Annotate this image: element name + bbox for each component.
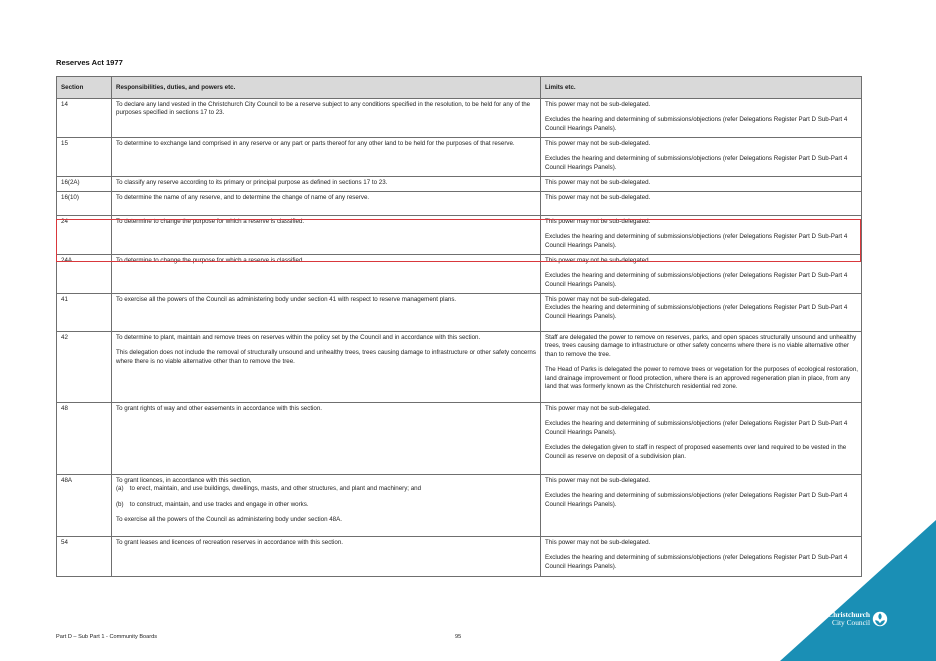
responsibility-text: To determine to plant, maintain and remove trees on reserves within the policy set by the Council and in accordance with this section. bbox=[116, 333, 481, 341]
delegations-table bbox=[56, 76, 862, 577]
document-title: Reserves Act 1977 bbox=[56, 58, 123, 67]
limits-cell bbox=[541, 99, 862, 138]
table-row bbox=[57, 403, 862, 475]
header-limits: Limits etc. bbox=[541, 77, 862, 99]
limit-text: Excludes the hearing and determining of submissions/objections (refer Delegations Register Part D Sub-Part 4 Council Hearings Panels). bbox=[545, 554, 848, 570]
responsibilities-cell bbox=[112, 537, 541, 577]
section-cell: 54 bbox=[57, 537, 112, 577]
responsibilities-cell bbox=[112, 138, 541, 177]
limit-text: Staff are delegated the power to remove on reserves, parks, and open spaces structurally unsound and unhealthy trees, trees causing damage to infrastructure or other safety concerns where there is no viable alternative other than to remove the tree. bbox=[545, 333, 857, 358]
limit-text: Excludes the hearing and determining of submissions/objections (refer Delegations Register Part D Sub-Part 4 Council Hearings Panels). bbox=[545, 304, 848, 320]
limit-text: This power may not be sub-delegated. bbox=[545, 193, 651, 201]
brand-name bbox=[808, 611, 870, 627]
header-responsibilities: Responsibilities, duties, and powers etc. bbox=[112, 77, 541, 99]
item-text: to erect, maintain, and use buildings, dwellings, masts, and other structures, and plant and machinery; and bbox=[129, 485, 422, 493]
table-row bbox=[57, 177, 862, 192]
responsibility-text: To grant rights of way and other easements in accordance with this section. bbox=[116, 404, 323, 412]
council-logo-icon bbox=[872, 611, 888, 629]
limits-cell bbox=[541, 403, 862, 475]
section-cell: 14 bbox=[57, 99, 112, 138]
responsibility-text: To grant leases and licences of recreation reserves in accordance with this section. bbox=[116, 538, 343, 546]
limit-text: This power may not be sub-delegated. bbox=[545, 139, 651, 147]
limit-text: This power may not be sub-delegated. bbox=[545, 404, 651, 412]
responsibilities-cell bbox=[112, 99, 541, 138]
limit-text: Excludes the hearing and determining of submissions/objections (refer Delegations Register Part D Sub-Part 4 Council Hearings Panels). bbox=[545, 272, 848, 288]
table-row bbox=[57, 255, 862, 294]
limit-text: This power may not be sub-delegated. bbox=[545, 178, 651, 186]
limit-text: This power may not be sub-delegated. bbox=[545, 217, 651, 225]
limits-cell bbox=[541, 192, 862, 216]
responsibilities-cell bbox=[112, 403, 541, 475]
responsibility-text: To declare any land vested in the Christchurch City Council to be a reserve subject to any conditions specified in the resolution, to be held for any of the purposes specified in sections 17 to 23. bbox=[116, 100, 531, 117]
responsibility-intro: To grant licences, in accordance with this section, bbox=[116, 476, 252, 484]
footer-section-label: Part D – Sub Part 1 - Community Boards bbox=[56, 634, 158, 640]
section-cell: 24 bbox=[57, 216, 112, 255]
limit-text: This power may not be sub-delegated. bbox=[545, 476, 651, 484]
limit-text: This power may not be sub-delegated. bbox=[545, 100, 651, 108]
table-row bbox=[57, 99, 862, 138]
item-label: (a) bbox=[116, 485, 124, 493]
section-cell: 24A bbox=[57, 255, 112, 294]
table-header-row bbox=[57, 77, 862, 99]
brand-line-1: Christchurch bbox=[827, 610, 870, 619]
section-cell: 16(10) bbox=[57, 192, 112, 216]
responsibility-text: To determine to change the purpose for which a reserve is classified. bbox=[116, 217, 305, 225]
brand-line-2: City Council bbox=[832, 617, 870, 627]
limits-cell bbox=[541, 294, 862, 332]
responsibility-text: This delegation does not include the removal of structurally unsound and unhealthy trees, trees causing damage to infrastructure or other safety concerns where there is no viable alternative other than to remove the tree. bbox=[116, 349, 536, 365]
limit-text: Excludes the hearing and determining of submissions/objections (refer Delegations Register Part D Sub-Part 4 Council Hearings Panels). bbox=[545, 233, 848, 249]
table-row bbox=[57, 138, 862, 177]
table-row bbox=[57, 192, 862, 216]
responsibility-text: To determine the name of any reserve, and to determine the change of name of any reserve. bbox=[116, 193, 370, 201]
responsibility-text: To classify any reserve according to its primary or principal purpose as defined in sections 17 to 23. bbox=[116, 178, 388, 186]
table-row bbox=[57, 216, 862, 255]
limit-text: Excludes the hearing and determining of submissions/objections (refer Delegations Register Part D Sub-Part 4 Council Hearings Panels). bbox=[545, 155, 848, 171]
limits-cell bbox=[541, 332, 862, 403]
section-cell: 16(2A) bbox=[57, 177, 112, 192]
section-cell: 48 bbox=[57, 403, 112, 475]
limit-text: This power may not be sub-delegated. bbox=[545, 538, 651, 546]
limits-cell bbox=[541, 255, 862, 294]
responsibilities-cell bbox=[112, 332, 541, 403]
responsibility-text: To determine to exchange land comprised in any reserve or any part or parts thereof for any other land to be held for the purposes of that reserve. bbox=[116, 139, 515, 147]
section-cell: 42 bbox=[57, 332, 112, 403]
responsibilities-cell bbox=[112, 294, 541, 332]
limit-text: Excludes the delegation given to staff in respect of proposed easements over land required to be vested in the Council as reserve on deposit of a subdivision plan. bbox=[545, 444, 847, 460]
responsibility-outro: To exercise all the powers of the Council as administering body under section 48A. bbox=[116, 516, 342, 524]
limit-text: The Head of Parks is delegated the power to remove trees or vegetation for the purposes of ecological restoration, land drainage improvement or flood protection, where there is an approved regeneration plan in place, from any land that was formerly known as the Christchurch residential red zone. bbox=[545, 366, 858, 391]
responsibilities-cell bbox=[112, 192, 541, 216]
responsibility-item bbox=[116, 485, 537, 494]
item-text: to construct, maintain, and use tracks and engage in other works. bbox=[129, 500, 309, 508]
limit-text: Excludes the hearing and determining of submissions/objections (refer Delegations Register Part D Sub-Part 4 Council Hearings Panels). bbox=[545, 116, 848, 132]
limits-cell bbox=[541, 138, 862, 177]
header-section: Section bbox=[57, 77, 112, 99]
responsibilities-cell bbox=[112, 177, 541, 192]
responsibilities-cell bbox=[112, 475, 541, 537]
limit-text: This power may not be sub-delegated. bbox=[545, 256, 651, 264]
item-label: (b) bbox=[116, 500, 124, 508]
brand-triangle bbox=[780, 520, 936, 661]
section-cell: 15 bbox=[57, 138, 112, 177]
responsibilities-cell bbox=[112, 255, 541, 294]
responsibility-text: To determine to change the purpose for which a reserve is classified. bbox=[116, 256, 305, 264]
limits-cell bbox=[541, 177, 862, 192]
section-cell: 41 bbox=[57, 294, 112, 332]
table-row bbox=[57, 475, 862, 537]
table-row bbox=[57, 294, 862, 332]
table-row bbox=[57, 537, 862, 577]
limit-text: Excludes the hearing and determining of submissions/objections (refer Delegations Register Part D Sub-Part 4 Council Hearings Panels). bbox=[545, 420, 848, 436]
limits-cell bbox=[541, 216, 862, 255]
table-row bbox=[57, 332, 862, 403]
responsibilities-cell bbox=[112, 216, 541, 255]
responsibility-item bbox=[116, 501, 537, 510]
limit-text: This power may not be sub-delegated. bbox=[545, 295, 651, 303]
page-number: 95 bbox=[455, 634, 462, 640]
limit-text: Excludes the hearing and determining of submissions/objections (refer Delegations Register Part D Sub-Part 4 Council Hearings Panels). bbox=[545, 492, 848, 508]
responsibility-text: To exercise all the powers of the Council as administering body under section 41 with respect to reserve management plans. bbox=[116, 295, 457, 303]
section-cell: 48A bbox=[57, 475, 112, 537]
